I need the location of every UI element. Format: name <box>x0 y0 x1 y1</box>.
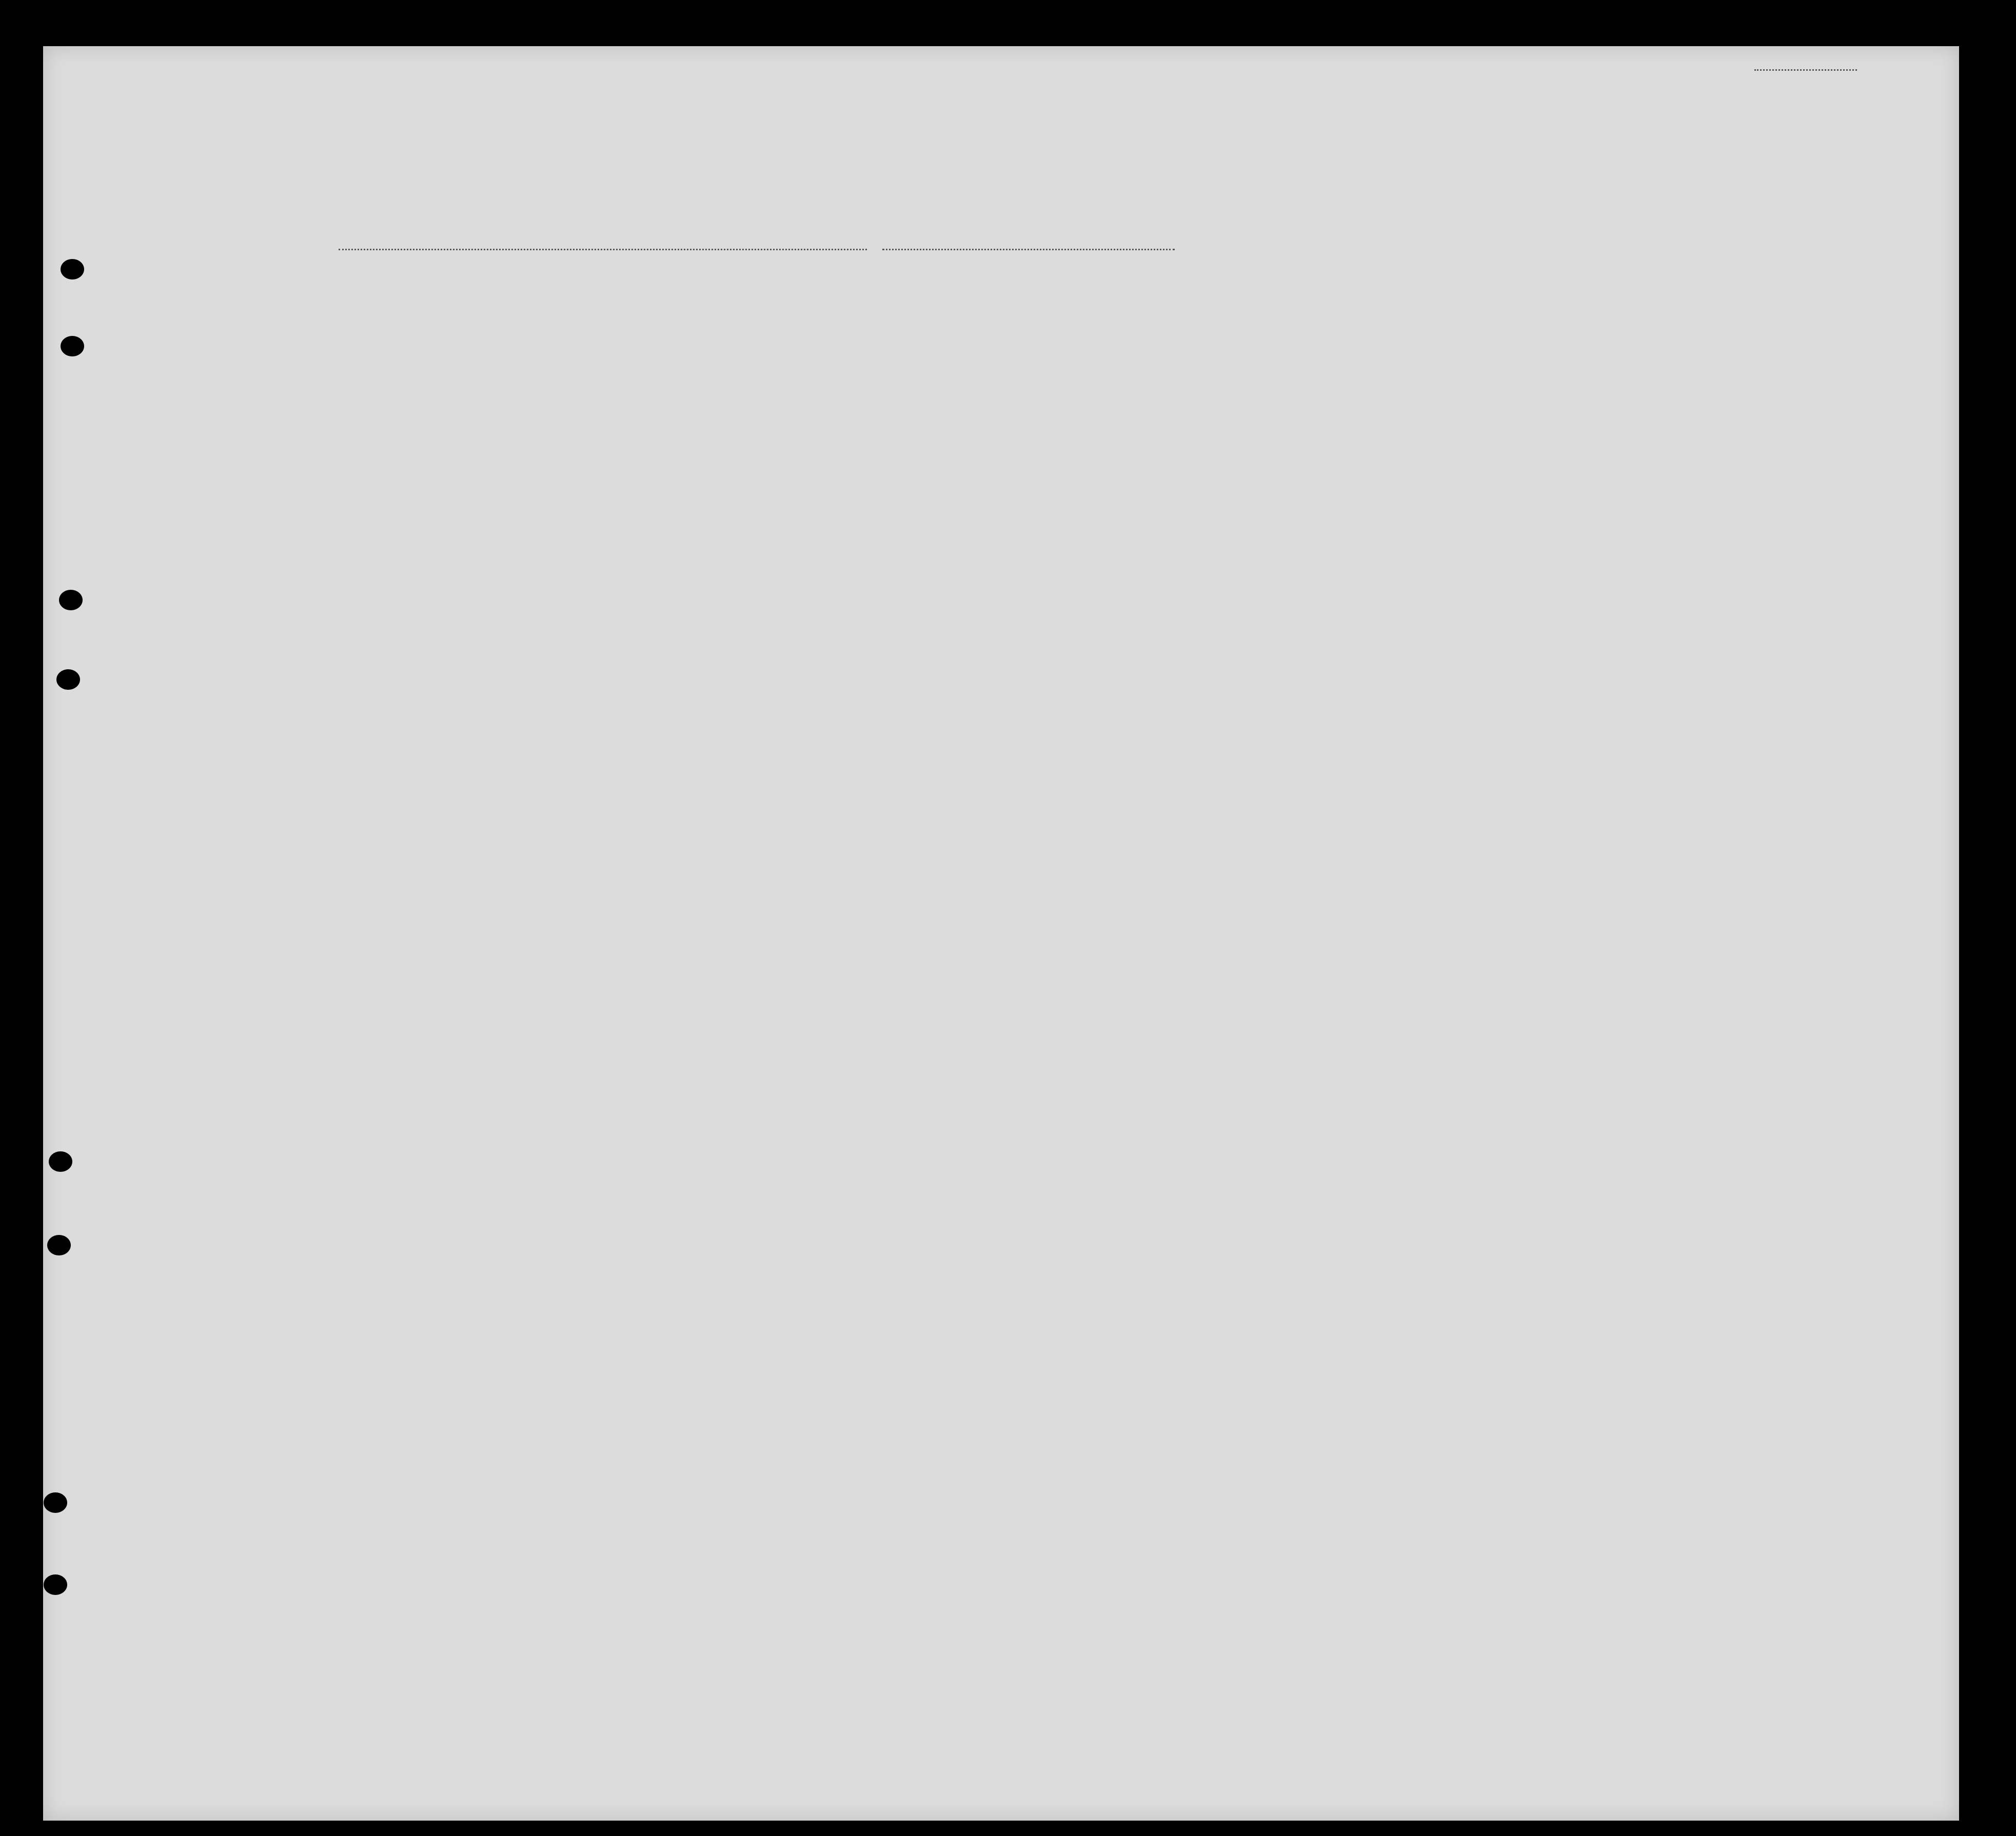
col21-header <box>706 314 737 437</box>
col25-header <box>1298 323 1330 436</box>
col24c-header <box>1256 333 1294 436</box>
col29-header <box>1434 323 1475 436</box>
col30-header <box>1477 323 1524 436</box>
col24b-header <box>1186 333 1253 436</box>
col27-header <box>1359 323 1386 436</box>
col26-header <box>1332 323 1358 436</box>
col19-header <box>585 313 616 438</box>
col24a-header <box>1140 333 1183 436</box>
col28-header <box>1388 323 1431 436</box>
